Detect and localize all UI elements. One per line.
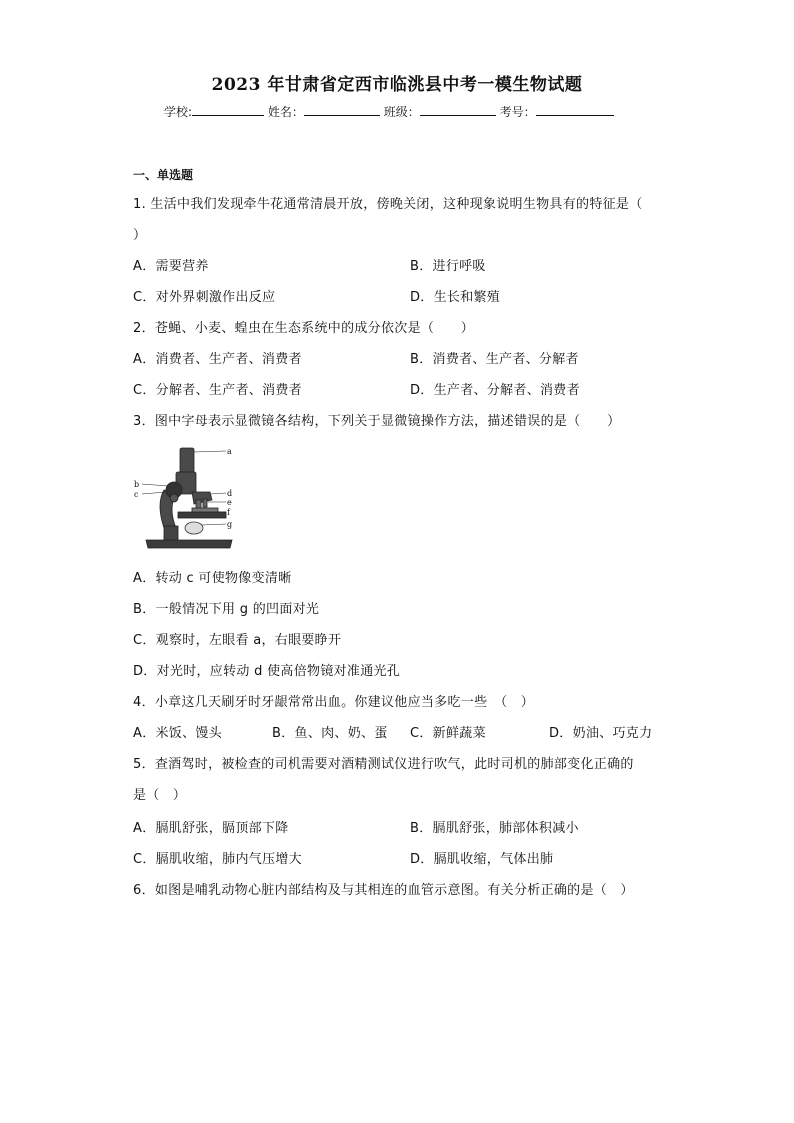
q1-stem: 1. 生活中我们发现牵牛花通常清晨开放，傍晚关闭，这种现象说明生物具有的特征是（ xyxy=(133,197,643,212)
school-blank[interactable] xyxy=(192,103,264,116)
q5-option-a[interactable]: A．膈肌舒张，膈顶部下降 xyxy=(133,821,289,836)
q3-stem: 3．图中字母表示显微镜各结构，下列关于显微镜操作方法，描述错误的是（ ） xyxy=(133,414,621,429)
q4-option-a[interactable]: A．米饭、馒头 xyxy=(133,726,222,741)
microscope-figure xyxy=(134,442,244,552)
mirror xyxy=(185,522,203,534)
q2-option-a[interactable]: A．消费者、生产者、消费者 xyxy=(133,352,302,367)
exam-title: 2023 年甘肃省定西市临洮县中考一模生物试题 xyxy=(211,75,583,95)
q1-option-d[interactable]: D．生长和繁殖 xyxy=(410,290,501,305)
label-d: d xyxy=(227,489,233,498)
label-b: b xyxy=(134,480,140,489)
q1-option-b[interactable]: B．进行呼吸 xyxy=(410,259,486,274)
q4-option-d[interactable]: D．奶油、巧克力 xyxy=(549,726,653,741)
class-label: 班级： xyxy=(383,105,420,119)
name-blank[interactable] xyxy=(304,103,380,116)
label-e: e xyxy=(227,498,232,507)
q1-stem-cont: ） xyxy=(133,228,147,243)
student-info-line xyxy=(164,103,614,120)
q2-option-b[interactable]: B．消费者、生产者、分解者 xyxy=(410,352,579,367)
q2-option-d[interactable]: D．生产者、分解者、消费者 xyxy=(410,383,580,398)
q2-option-c[interactable]: C．分解者、生产者、消费者 xyxy=(133,383,302,398)
label-f: f xyxy=(227,508,230,517)
fine-focus-knob xyxy=(170,494,178,502)
q5-option-c[interactable]: C．膈肌收缩，肺内气压增大 xyxy=(133,852,302,867)
section-heading: 一、单选题 xyxy=(133,168,194,182)
label-c: c xyxy=(134,490,139,499)
q4-option-c[interactable]: C．新鲜蔬菜 xyxy=(410,726,486,741)
q5-stem: 5．查酒驾时，被检查的司机需要对酒精测试仪进行吹气，此时司机的肺部变化正确的 xyxy=(133,757,634,772)
q3-option-a[interactable]: A．转动 c 可使物像变清晰 xyxy=(133,571,292,586)
q3-option-b[interactable]: B．一般情况下用 g 的凹面对光 xyxy=(133,602,320,617)
q5-stem-cont: 是（ ） xyxy=(133,788,187,803)
q1-option-a[interactable]: A．需要营养 xyxy=(133,259,209,274)
exam-number-blank[interactable] xyxy=(536,103,614,116)
q3-option-c[interactable]: C．观察时，左眼看 a，右眼要睁开 xyxy=(133,633,342,648)
microscope-base xyxy=(146,540,232,548)
q1-option-c[interactable]: C．对外界刺激作出反应 xyxy=(133,290,276,305)
label-g: g xyxy=(227,520,233,529)
q5-option-d[interactable]: D．膈肌收缩，气体出肺 xyxy=(410,852,554,867)
exam-number-label: 考号： xyxy=(499,105,536,119)
q4-option-b[interactable]: B．鱼、肉、奶、蛋 xyxy=(272,726,388,741)
name-label: 姓名： xyxy=(267,105,304,119)
school-label: 学校: xyxy=(164,105,193,119)
eyepiece-tube xyxy=(180,448,194,474)
class-blank[interactable] xyxy=(420,103,496,116)
q5-option-b[interactable]: B．膈肌舒张，肺部体积减小 xyxy=(410,821,579,836)
q4-stem: 4．小章这几天刷牙时牙龈常常出血。你建议他应当多吃一些 （ ） xyxy=(133,695,535,710)
q6-stem: 6．如图是哺乳动物心脏内部结构及与其相连的血管示意图。有关分析正确的是（ ） xyxy=(133,883,634,898)
q3-option-d[interactable]: D．对光时，应转动 d 使高倍物镜对准通光孔 xyxy=(133,664,401,679)
q2-stem: 2．苍蝇、小麦、蝗虫在生态系统中的成分依次是（ ） xyxy=(133,321,475,336)
label-a: a xyxy=(227,447,232,456)
stage xyxy=(178,512,226,518)
